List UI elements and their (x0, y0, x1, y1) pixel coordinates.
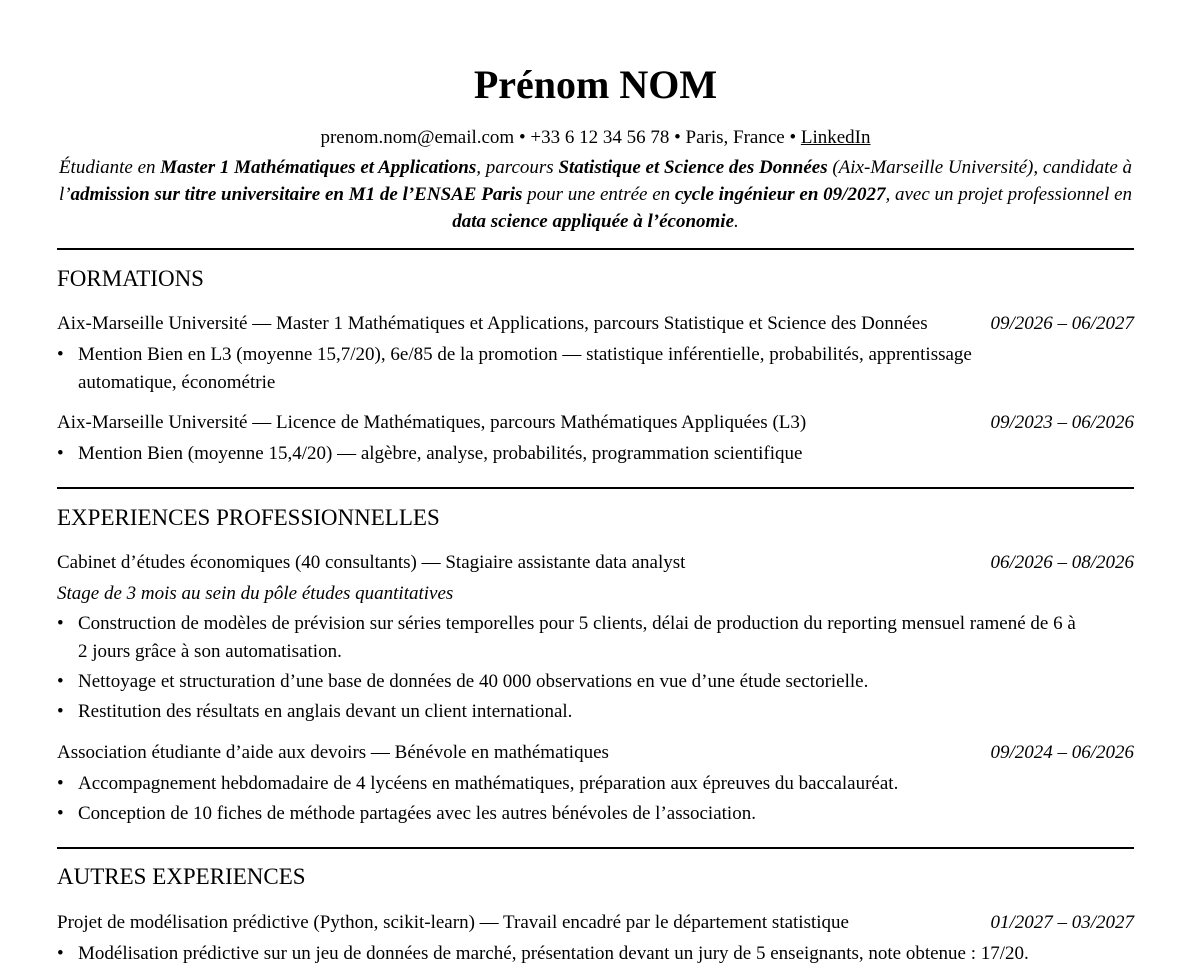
bullet-item: • Conception de 10 fiches de méthode partagées avec les autres bénévoles de l’association. (57, 800, 1087, 828)
summary-text: , avec un projet professionnel en (885, 184, 1133, 205)
linkedin-link[interactable]: LinkedIn (800, 127, 871, 148)
bullet-item: • Accompagnement hebdomadaire de 4 lycéens en mathématiques, préparation aux épreuves du baccalauréat. (57, 770, 1087, 798)
summary-text: pour une entrée en (522, 184, 675, 205)
formation-entry-header (57, 410, 1134, 436)
bullet-item: • Mention Bien (moyenne 15,4/20) — algèbre, analyse, probabilités, programmation scientifique (57, 440, 1087, 468)
summary-emphasis: Statistique et Science des Données (558, 157, 828, 178)
summary-text: . (734, 211, 739, 232)
entry-title: Association étudiante d’aide aux devoirs — Bénévole en mathématiques (57, 742, 609, 763)
entry-title: Aix-Marseille Université — Licence de Mathématiques, parcours Mathématiques Appliquées (L3) (57, 412, 807, 433)
bullet-item: • Modélisation prédictive sur un jeu de données de marché, présentation devant un jury de 5 enseignants, note obtenue : 17/20. (57, 940, 1087, 968)
experience-bullets (57, 770, 1087, 830)
contact-line (57, 125, 1134, 151)
separator: • (784, 127, 801, 148)
separator: • (669, 127, 686, 148)
entry-date: 09/2023 – 06/2026 (990, 412, 1134, 433)
entry-title: Aix-Marseille Université — Master 1 Mathématiques et Applications, parcours Statistique et Science des Données (57, 313, 928, 334)
entry-date: 01/2027 – 03/2027 (990, 912, 1134, 933)
summary-emphasis: admission sur titre universitaire en M1 de l’ENSAE Paris (70, 184, 523, 205)
section-divider (57, 487, 1134, 489)
experience-bullets (57, 610, 1087, 728)
summary-emphasis: Master 1 Mathématiques et Applications (160, 157, 477, 178)
summary-emphasis: data science appliquée à l’économie (452, 211, 735, 232)
entry-subtitle: Stage de 3 mois au sein du pôle études quantitatives (57, 583, 454, 604)
section-divider (57, 248, 1134, 250)
entry-title: Projet de modélisation prédictive (Python, scikit-learn) — Travail encadré par le département statistique (57, 912, 849, 933)
bullet-item: • Mention Bien en L3 (moyenne 15,7/20), 6e/85 de la promotion — statistique inférentielle, probabilités, apprentissage automatique, économétrie (57, 341, 1037, 397)
section-title-experiences: EXPERIENCES PROFESSIONNELLES (57, 505, 440, 530)
bullet-item: • Construction de modèles de prévision sur séries temporelles pour 5 clients, délai de production du reporting mensuel ramené de 6 à 2 jours grâce à son automatisation. (57, 610, 1087, 666)
section-title-formations: FORMATIONS (57, 266, 204, 291)
profile-summary (57, 154, 1134, 235)
entry-title: Cabinet d’études économiques (40 consultants) — Stagiaire assistante data analyst (57, 552, 686, 573)
experience-entry-header (57, 550, 1134, 576)
summary-text: , parcours (476, 157, 559, 178)
formation-entry-header (57, 311, 1134, 337)
other-entry-header (57, 910, 1134, 936)
formation-bullets (57, 341, 1037, 399)
bullet-item: • Restitution des résultats en anglais devant un client international. (57, 698, 1087, 726)
location-text: Paris, France (685, 127, 785, 148)
entry-date: 09/2024 – 06/2026 (990, 742, 1134, 763)
summary-emphasis: cycle ingénieur en 09/2027 (674, 184, 886, 205)
separator: • (514, 127, 531, 148)
bullet-item: • Nettoyage et structuration d’une base de données de 40 000 observations en vue d’une étude sectorielle. (57, 668, 1087, 696)
section-title-autres: AUTRES EXPERIENCES (57, 864, 306, 889)
entry-date: 06/2026 – 08/2026 (990, 552, 1134, 573)
email-text: prenom.nom@email.com (320, 127, 515, 148)
experience-entry-header (57, 740, 1134, 766)
candidate-name: Prénom NOM (473, 62, 718, 107)
other-bullets (57, 940, 1087, 970)
phone-text: +33 6 12 34 56 78 (530, 127, 670, 148)
summary-text: (Aix-Marseille Université), candidate à l’ (58, 157, 1133, 205)
section-divider (57, 847, 1134, 849)
formation-bullets (57, 440, 1087, 470)
entry-date: 09/2026 – 06/2027 (990, 313, 1134, 334)
summary-text: Étudiante en (58, 157, 161, 178)
